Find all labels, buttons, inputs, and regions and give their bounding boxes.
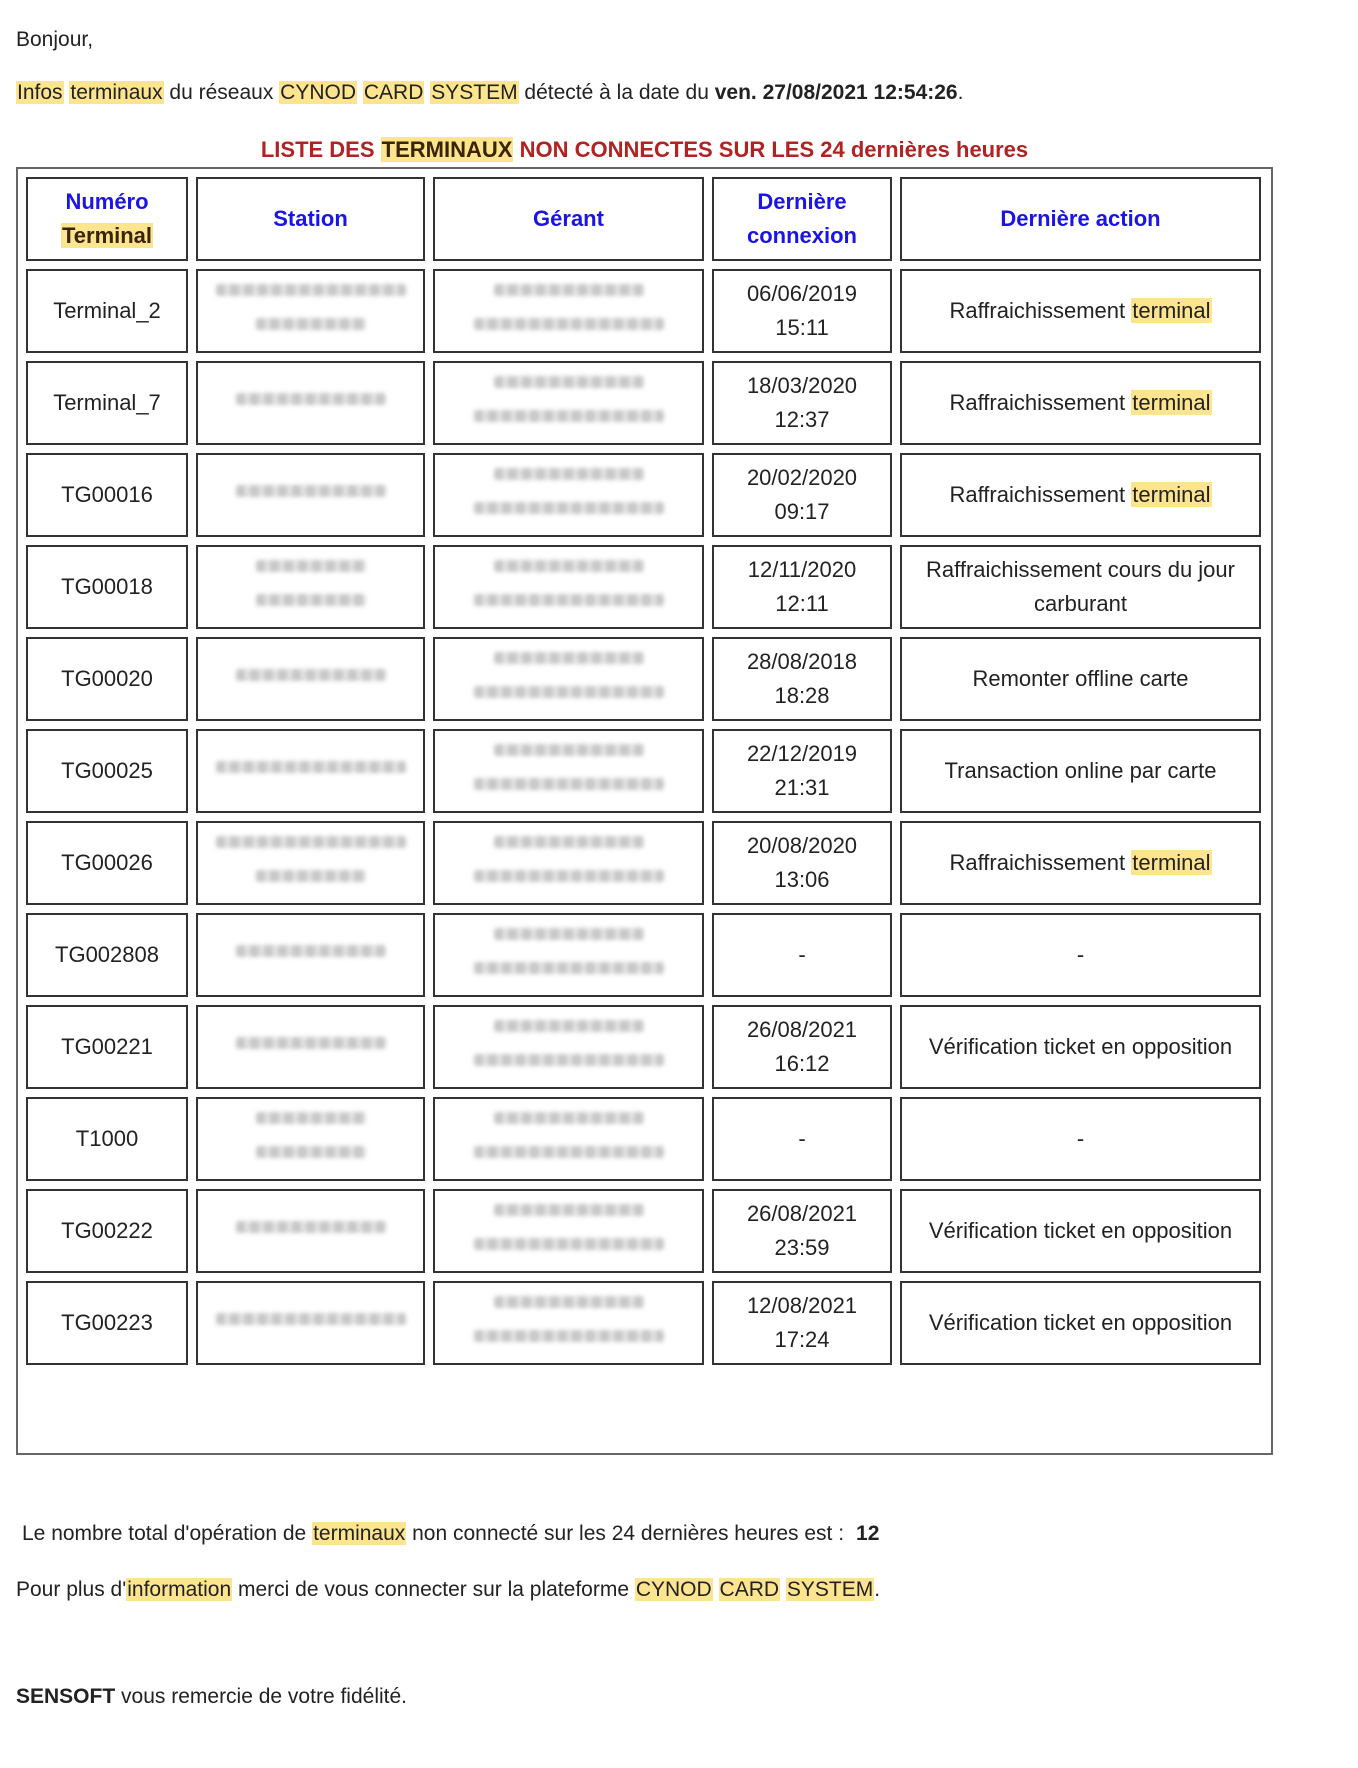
intro-highlight-card: CARD [363, 81, 424, 104]
more-info-line [16, 1578, 880, 1602]
cell-gerant-redacted [433, 821, 704, 905]
greeting: Bonjour, [16, 28, 94, 51]
table-row [26, 637, 1261, 721]
redacted-text [256, 1112, 366, 1124]
intro-text-date-label: détecté à la date du [524, 81, 709, 104]
connexion-date: 12/08/2021 [746, 1293, 858, 1318]
cell-terminal: TG00018 [26, 545, 188, 629]
action-text: Vérification ticket en opposition [928, 1310, 1233, 1335]
action-highlight: terminal [1132, 850, 1211, 875]
cell-station-redacted [196, 1281, 425, 1365]
header-numero-line2: Terminal [61, 223, 153, 248]
cell-derniere-connexion [712, 545, 892, 629]
redacted-text [256, 870, 366, 882]
cell-derniere-connexion [712, 1005, 892, 1089]
action-text: Raffraichissement [949, 298, 1126, 323]
redacted-text [474, 410, 664, 422]
intro-highlight-cynod: CYNOD [280, 81, 357, 104]
redacted-text [236, 669, 386, 681]
redacted-text [256, 560, 366, 572]
intro-text: du réseaux [169, 81, 274, 104]
header-numero-terminal [26, 177, 188, 261]
connexion-date: - [798, 942, 806, 967]
redacted-text [474, 686, 664, 698]
cell-derniere-action [900, 1097, 1261, 1181]
connexion-time: 15:11 [775, 315, 829, 340]
redacted-text [474, 502, 664, 514]
redacted-text [216, 761, 406, 773]
cell-derniere-connexion [712, 821, 892, 905]
connexion-date: 28/08/2018 [746, 649, 858, 674]
cell-gerant-redacted [433, 269, 704, 353]
cell-gerant-redacted [433, 637, 704, 721]
connexion-time: 12:37 [774, 407, 830, 432]
connexion-time: 13:06 [774, 867, 830, 892]
redacted-text [494, 560, 644, 572]
cell-derniere-connexion [712, 1281, 892, 1365]
redacted-text [494, 1112, 644, 1124]
cell-gerant-redacted [433, 1189, 704, 1273]
header-derniere-action: Dernière action [900, 177, 1261, 261]
cell-derniere-action [900, 545, 1261, 629]
intro-highlight-terminaux: terminaux [70, 81, 163, 104]
total-text1: Le nombre total d'opération de [22, 1522, 307, 1545]
action-text: Vérification ticket en opposition [928, 1218, 1233, 1243]
connexion-date: 06/06/2019 [746, 281, 858, 306]
intro-line [16, 81, 963, 105]
redacted-text [236, 485, 386, 497]
total-count: 12 [856, 1522, 880, 1545]
redacted-text [236, 945, 386, 957]
cell-derniere-connexion [712, 729, 892, 813]
cell-derniere-connexion [712, 1097, 892, 1181]
thanks-text: vous remercie de votre fidélité. [121, 1685, 407, 1708]
connexion-time: 12:11 [775, 591, 829, 616]
cell-terminal: TG00221 [26, 1005, 188, 1089]
cell-station-redacted [196, 729, 425, 813]
total-line [22, 1522, 879, 1546]
connexion-time: 09:17 [774, 499, 830, 524]
cell-gerant-redacted [433, 545, 704, 629]
action-highlight: terminal [1132, 298, 1211, 323]
action-text: Raffraichissement [949, 390, 1126, 415]
action-highlight: terminal [1132, 390, 1211, 415]
connexion-date: 22/12/2019 [746, 741, 858, 766]
cell-station-redacted [196, 913, 425, 997]
redacted-text [474, 318, 664, 330]
action-text: - [1076, 1126, 1085, 1151]
connexion-date: 18/03/2020 [746, 373, 858, 398]
cell-derniere-action [900, 1005, 1261, 1089]
redacted-text [256, 594, 366, 606]
intro-highlight-infos: Infos [17, 81, 63, 104]
action-text: Raffraichissement [949, 482, 1126, 507]
cell-derniere-connexion [712, 913, 892, 997]
redacted-text [216, 1313, 406, 1325]
cell-derniere-connexion [712, 269, 892, 353]
more-info-highlight-cynod: CYNOD [635, 1578, 712, 1601]
cell-derniere-action [900, 1281, 1261, 1365]
table-row [26, 361, 1261, 445]
redacted-text [236, 1037, 386, 1049]
table-row [26, 269, 1261, 353]
redacted-text [474, 962, 664, 974]
intro-highlight-system: SYSTEM [431, 81, 518, 104]
cell-gerant-redacted [433, 1005, 704, 1089]
redacted-text [236, 393, 386, 405]
redacted-text [474, 1238, 664, 1250]
cell-derniere-action [900, 269, 1261, 353]
redacted-text [474, 778, 664, 790]
cell-station-redacted [196, 453, 425, 537]
redacted-text [256, 318, 366, 330]
more-info-end: . [874, 1578, 881, 1601]
cell-derniere-connexion [712, 453, 892, 537]
table-row [26, 1097, 1261, 1181]
action-text: Raffraichissement [949, 850, 1126, 875]
cell-derniere-connexion [712, 361, 892, 445]
cell-derniere-action [900, 913, 1261, 997]
more-info-text2: merci de vous connecter sur la plateforme [237, 1578, 629, 1601]
connexion-time: 17:24 [774, 1327, 830, 1352]
table-row [26, 729, 1261, 813]
cell-derniere-connexion [712, 637, 892, 721]
table-row [26, 1005, 1261, 1089]
cell-station-redacted [196, 1097, 425, 1181]
cell-terminal: Terminal_7 [26, 361, 188, 445]
cell-derniere-action [900, 453, 1261, 537]
cell-derniere-action [900, 729, 1261, 813]
cell-gerant-redacted [433, 729, 704, 813]
cell-terminal: TG00020 [26, 637, 188, 721]
cell-terminal: TG00222 [26, 1189, 188, 1273]
table-row [26, 453, 1261, 537]
table-title-after: NON CONNECTES SUR LES 24 dernières heures [519, 137, 1029, 162]
header-station: Station [196, 177, 425, 261]
cell-derniere-connexion [712, 1189, 892, 1273]
cell-station-redacted [196, 545, 425, 629]
redacted-text [236, 1221, 386, 1233]
cell-gerant-redacted [433, 361, 704, 445]
redacted-text [494, 744, 644, 756]
connexion-date: 26/08/2021 [746, 1201, 858, 1226]
more-info-highlight-system: SYSTEM [786, 1578, 874, 1601]
redacted-text [494, 1204, 644, 1216]
cell-terminal: TG00223 [26, 1281, 188, 1365]
header-derniere-connexion [712, 177, 892, 261]
connexion-date: - [798, 1126, 806, 1151]
redacted-text [494, 284, 644, 296]
connexion-time: 16:12 [774, 1051, 830, 1076]
brand-name: SENSOFT [16, 1685, 116, 1708]
redacted-text [494, 376, 644, 388]
action-text: - [1076, 942, 1085, 967]
header-gerant: Gérant [433, 177, 704, 261]
cell-station-redacted [196, 269, 425, 353]
action-text: Transaction online par carte [944, 758, 1217, 783]
redacted-text [216, 836, 406, 848]
more-info-text1: Pour plus d' [16, 1578, 127, 1601]
terminals-table-frame [16, 167, 1273, 1455]
thanks-line [16, 1685, 407, 1709]
cell-derniere-action [900, 821, 1261, 905]
connexion-time: 21:31 [774, 775, 830, 800]
table-header-row [26, 177, 1261, 261]
terminals-table [18, 169, 1269, 1373]
total-highlight: terminaux [313, 1522, 406, 1545]
cell-terminal: TG00016 [26, 453, 188, 537]
connexion-date: 20/08/2020 [746, 833, 858, 858]
connexion-time: 18:28 [774, 683, 830, 708]
redacted-text [256, 1146, 366, 1158]
intro-end: . [957, 81, 964, 104]
cell-derniere-action [900, 637, 1261, 721]
table-body [26, 269, 1261, 1365]
cell-gerant-redacted [433, 1281, 704, 1365]
action-text: Remonter offline carte [972, 666, 1189, 691]
action-highlight: terminal [1132, 482, 1211, 507]
header-connexion-line1: Dernière [757, 189, 847, 214]
redacted-text [474, 594, 664, 606]
action-text: Raffraichissement cours du jour carburant [926, 557, 1235, 616]
cell-derniere-action [900, 361, 1261, 445]
redacted-text [474, 1330, 664, 1342]
table-title [16, 137, 1273, 163]
cell-gerant-redacted [433, 453, 704, 537]
cell-station-redacted [196, 1005, 425, 1089]
table-row [26, 1189, 1261, 1273]
table-row [26, 821, 1261, 905]
header-connexion-line2: connexion [746, 223, 857, 248]
redacted-text [494, 1020, 644, 1032]
redacted-text [494, 652, 644, 664]
more-info-highlight-information: information [127, 1578, 232, 1601]
cell-station-redacted [196, 361, 425, 445]
cell-terminal: TG00025 [26, 729, 188, 813]
redacted-text [216, 284, 406, 296]
cell-terminal: TG002808 [26, 913, 188, 997]
redacted-text [494, 1296, 644, 1308]
more-info-highlight-card: CARD [719, 1578, 780, 1601]
redacted-text [474, 1054, 664, 1066]
cell-station-redacted [196, 637, 425, 721]
action-text: Vérification ticket en opposition [928, 1034, 1233, 1059]
cell-derniere-action [900, 1189, 1261, 1273]
total-text2: non connecté sur les 24 dernières heures est : [412, 1522, 845, 1545]
cell-terminal: Terminal_2 [26, 269, 188, 353]
connexion-date: 20/02/2020 [746, 465, 858, 490]
cell-station-redacted [196, 1189, 425, 1273]
table-row [26, 913, 1261, 997]
cell-gerant-redacted [433, 1097, 704, 1181]
connexion-date: 26/08/2021 [746, 1017, 858, 1042]
table-title-before: LISTE DES [260, 137, 375, 162]
redacted-text [474, 870, 664, 882]
cell-station-redacted [196, 821, 425, 905]
table-row [26, 1281, 1261, 1365]
redacted-text [474, 1146, 664, 1158]
table-row [26, 545, 1261, 629]
header-numero-line1: Numéro [65, 189, 149, 214]
cell-gerant-redacted [433, 913, 704, 997]
connexion-time: 23:59 [774, 1235, 830, 1260]
redacted-text [494, 836, 644, 848]
cell-terminal: T1000 [26, 1097, 188, 1181]
redacted-text [494, 468, 644, 480]
redacted-text [494, 928, 644, 940]
cell-terminal: TG00026 [26, 821, 188, 905]
connexion-date: 12/11/2020 [747, 557, 857, 582]
intro-date: ven. 27/08/2021 12:54:26 [714, 81, 958, 104]
table-title-highlight: TERMINAUX [381, 137, 513, 162]
